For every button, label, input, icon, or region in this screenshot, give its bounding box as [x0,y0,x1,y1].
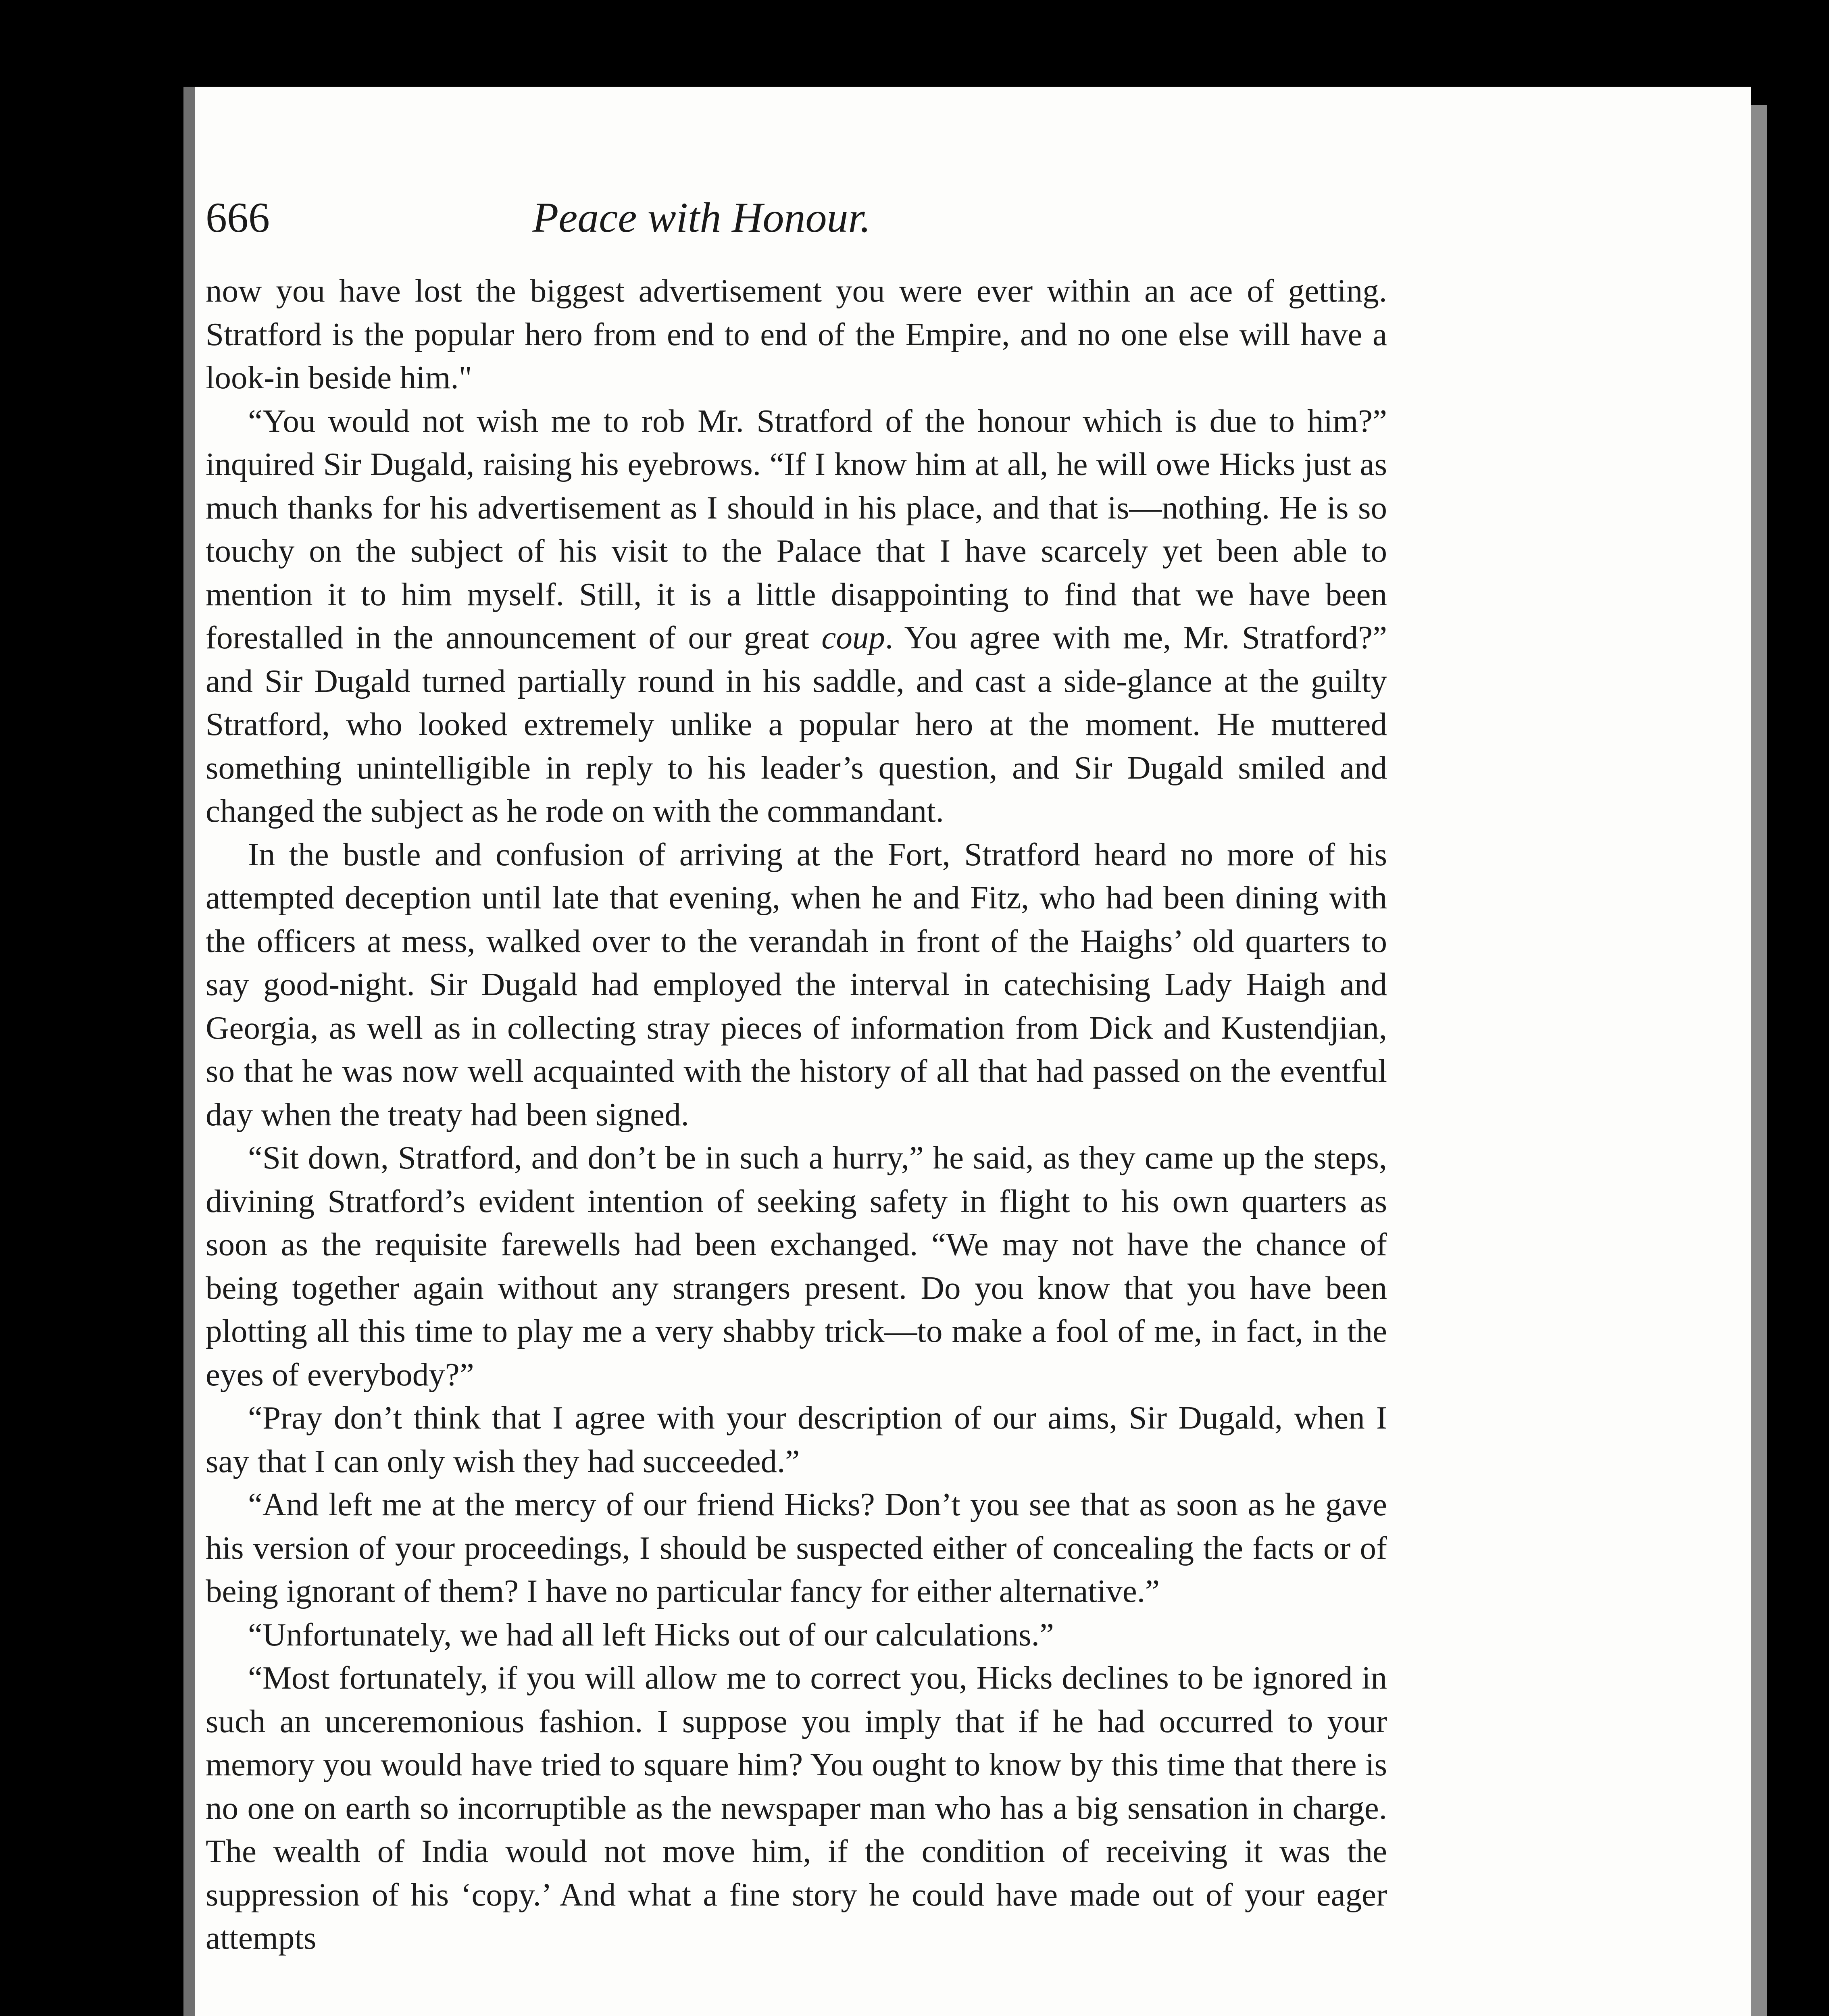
paragraph [206,400,1387,833]
paragraph: “And left me at the mercy of our friend Hicks? Don’t you see that as soon as he gave his version of your proceedings, I should be suspected either of concealing the facts or of being ignorant of them? I have no particular fancy for either alternative.” [206,1486,1387,1609]
page-number: 666 [206,194,270,241]
running-title: Peace with Honour. [532,194,871,241]
paragraph: “Sit down, Stratford, and don’t be in such a hurry,” he said, as they came up the steps, divining Stratford’s evident intention of seeking safety in flight to his own quarters as soon as the requisite farewells had been exchanged. “We may not have the chance of being together again without any strangers present. Do you know that you have been plotting all this time to play me a very shabby trick—to make a fool of me, in fact, in the eyes of everybody?” [206,1139,1387,1393]
page-edge-left [183,87,195,2016]
body-text [206,269,1387,1960]
paragraph: “Pray don’t think that I agree with your description of our aims, Sir Dugald, when I say that I can only wish they had succeeded.” [206,1400,1387,1479]
page-header [206,190,1198,246]
page-edge-right [1751,105,1767,2016]
paragraph: “Most fortunately, if you will allow me to correct you, Hicks declines to be ignored in such an unceremonious fashion. I suppose you imply that if he had occurred to your memory you would have tried to square him? You ought to know by this time that there is no one on earth so incorruptible as the newspaper man who has a big sensation in charge. The wealth of India would not move him, if the condition of receiving it was the suppression of his ‘copy.’ And what a fine story he could have made out of your eager attempts [206,1660,1387,1956]
paragraph: now you have lost the biggest advertisement you were ever within an ace of getting. Stratford is the popular hero from end to end of the Empire, and no one else will have a look-in beside him." [206,273,1387,396]
italic-word: coup [821,619,885,656]
paragraph: “Unfortunately, we had all left Hicks out of our calculations.” [248,1616,1054,1653]
paragraph-text: “You would not wish me to rob Mr. Stratford of the honour which is due to him?” inquired Sir Dugald, raising his eyebrows. “If I know him at all, he will owe Hicks just as much thanks for his advertisement as I should in his place, and that is—nothing. He is so touchy on the subject of his visit to the Palace that I have scarcely yet been able to mention it to him myself. Still, it is a little disappointing to find that we have been forestalled in the announcement of our great [206,402,1387,656]
paragraph-text: . You agree with me, Mr. Stratford?” and Sir Dugald turned partially round in his saddle, and cast a side-glance at the guilty Stratford, who looked extremely unlike a popular hero at the moment. He muttered something unintelligible in reply to his leader’s question, and Sir Dugald smiled and changed the subject as he rode on with the commandant. [206,619,1387,829]
paragraph: In the bustle and confusion of arriving at the Fort, Stratford heard no more of his attempted deception until late that evening, when he and Fitz, who had been dining with the officers at mess, walked over to the verandah in front of the Haighs’ old quarters to say good-night. Sir Dugald had employed the interval in catechising Lady Haigh and Georgia, as well as in collecting stray pieces of information from Dick and Kustendjian, so that he was now well acquainted with the history of all that had passed on the eventful day when the treaty had been signed. [206,836,1387,1133]
